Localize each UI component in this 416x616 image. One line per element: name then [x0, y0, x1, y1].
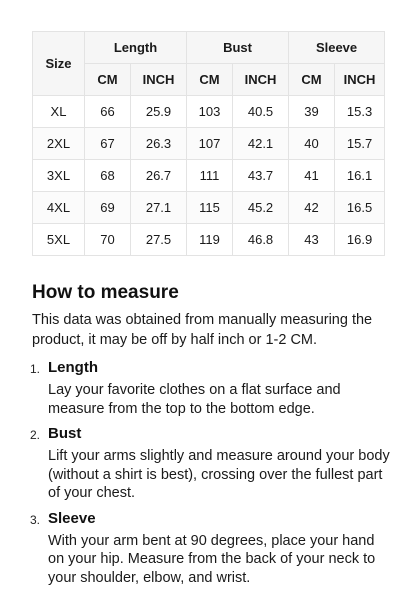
table-cell: 16.5 [335, 192, 385, 224]
how-to-measure-heading: How to measure [32, 282, 179, 303]
bust-group-header: Bust [187, 32, 289, 64]
table-cell: 42 [289, 192, 335, 224]
list-item [32, 358, 392, 418]
table-cell: 66 [85, 96, 131, 128]
list-item [32, 424, 392, 503]
step-title: Length [48, 359, 98, 376]
step-text: Lift your arms slightly and measure around your body (without a shirt is best), crossing over the fullest part of your chest. [48, 448, 390, 501]
table-row [33, 224, 385, 256]
table-cell: 103 [187, 96, 233, 128]
table-cell: 69 [85, 192, 131, 224]
table-cell: 16.1 [335, 160, 385, 192]
table-cell: 26.3 [131, 128, 187, 160]
measure-intro-text: This data was obtained from manually measuring the product, it may be off by half inch or 1-2 CM. [32, 312, 373, 348]
unit-header: CM [85, 64, 131, 96]
table-cell: 43 [289, 224, 335, 256]
table-cell: 43.7 [233, 160, 289, 192]
table-cell: 68 [85, 160, 131, 192]
table-cell: 40 [289, 128, 335, 160]
unit-header: INCH [131, 64, 187, 96]
table-cell: 15.7 [335, 128, 385, 160]
step-number: 1. [30, 362, 41, 376]
table-cell: 107 [187, 128, 233, 160]
step-title: Bust [48, 425, 82, 442]
table-cell: 115 [187, 192, 233, 224]
table-cell: 42.1 [233, 128, 289, 160]
size-cell: 5XL [33, 224, 85, 256]
step-number: 3. [30, 512, 41, 527]
table-cell: 27.5 [131, 224, 187, 256]
table-row [33, 96, 385, 128]
measure-steps-list [32, 358, 392, 593]
table-cell: 41 [289, 160, 335, 192]
table-cell: 119 [187, 224, 233, 256]
step-title: Sleeve [48, 509, 96, 527]
table-cell: 25.9 [131, 96, 187, 128]
table-cell: 67 [85, 128, 131, 160]
step-text: With your arm bent at 90 degrees, place your hand on your hip. Measure from the back of your neck to your shoulder, elbow, and wrist. [48, 532, 376, 586]
table-row [33, 128, 385, 160]
table-cell: 46.8 [233, 224, 289, 256]
unit-header: CM [289, 64, 335, 96]
step-text: Lay your favorite clothes on a flat surface and measure from the top to the bottom edge. [48, 382, 341, 417]
table-row [33, 192, 385, 224]
size-cell: XL [33, 96, 85, 128]
size-cell: 4XL [33, 192, 85, 224]
table-header-row [33, 32, 385, 64]
list-item [32, 509, 392, 588]
sleeve-group-header: Sleeve [289, 32, 385, 64]
size-chart-table [32, 31, 385, 256]
table-row [33, 160, 385, 192]
table-cell: 40.5 [233, 96, 289, 128]
size-cell: 3XL [33, 160, 85, 192]
length-group-header: Length [85, 32, 187, 64]
unit-header: INCH [233, 64, 289, 96]
table-cell: 39 [289, 96, 335, 128]
step-number: 2. [30, 428, 41, 442]
table-cell: 27.1 [131, 192, 187, 224]
size-column-header: Size [33, 32, 85, 96]
table-cell: 45.2 [233, 192, 289, 224]
table-cell: 111 [187, 160, 233, 192]
unit-header: CM [187, 64, 233, 96]
table-unit-row [33, 64, 385, 96]
table-cell: 15.3 [335, 96, 385, 128]
unit-header: INCH [335, 64, 385, 96]
table-cell: 16.9 [335, 224, 385, 256]
table-cell: 70 [85, 224, 131, 256]
table-cell: 26.7 [131, 160, 187, 192]
size-cell: 2XL [33, 128, 85, 160]
